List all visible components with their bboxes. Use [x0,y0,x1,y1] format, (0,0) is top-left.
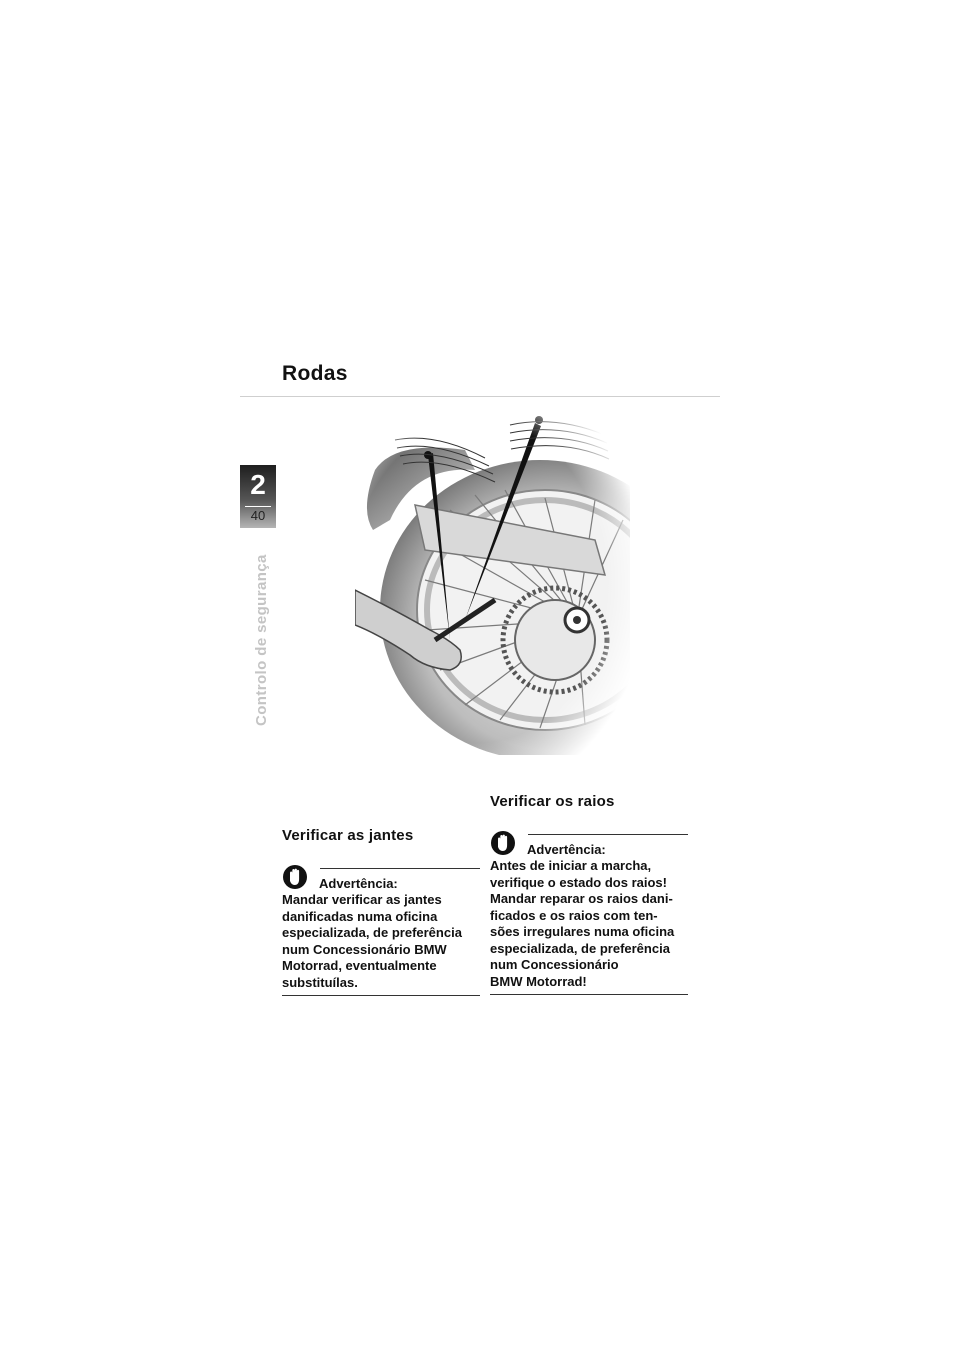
side-label-holder [252,548,272,726]
warning-text: Antes de iniciar a marcha, verifique o estado dos raios! Mandar reparar os raios dani- ficados e os raios com ten- sões irregulares numa oficina especializada, de preferência num Concessionário BMW Motorrad! [490,858,675,989]
warning-end-rule [282,995,480,996]
warning-title: Advertência: [527,842,606,857]
warning-end-rule [490,994,688,995]
chapter-number: 2 [250,469,266,500]
section-check-spokes [490,793,688,995]
wheel-illustration [355,410,630,755]
chapter-divider [245,506,271,507]
section-check-rims [282,827,480,996]
page-title: Rodas [282,362,348,385]
section-heading: Verificar as jantes [282,827,414,844]
warning-header [490,830,688,858]
title-rule [240,396,720,397]
warning-header [282,864,480,892]
warning-rule [320,868,480,869]
side-label: Controlo de segurança [253,554,270,726]
warning-hand-icon [282,864,308,890]
warning-hand-icon [490,830,516,856]
warning-rule [528,834,688,835]
page-number: 40 [250,508,266,523]
warning-title: Advertência: [319,876,398,891]
warning-text: Mandar verificar as jantes danificadas numa oficina especializada, de preferência num Concessionário BMW Motorrad, eventualmente substituílas. [282,892,462,990]
section-heading: Verificar os raios [490,793,615,810]
